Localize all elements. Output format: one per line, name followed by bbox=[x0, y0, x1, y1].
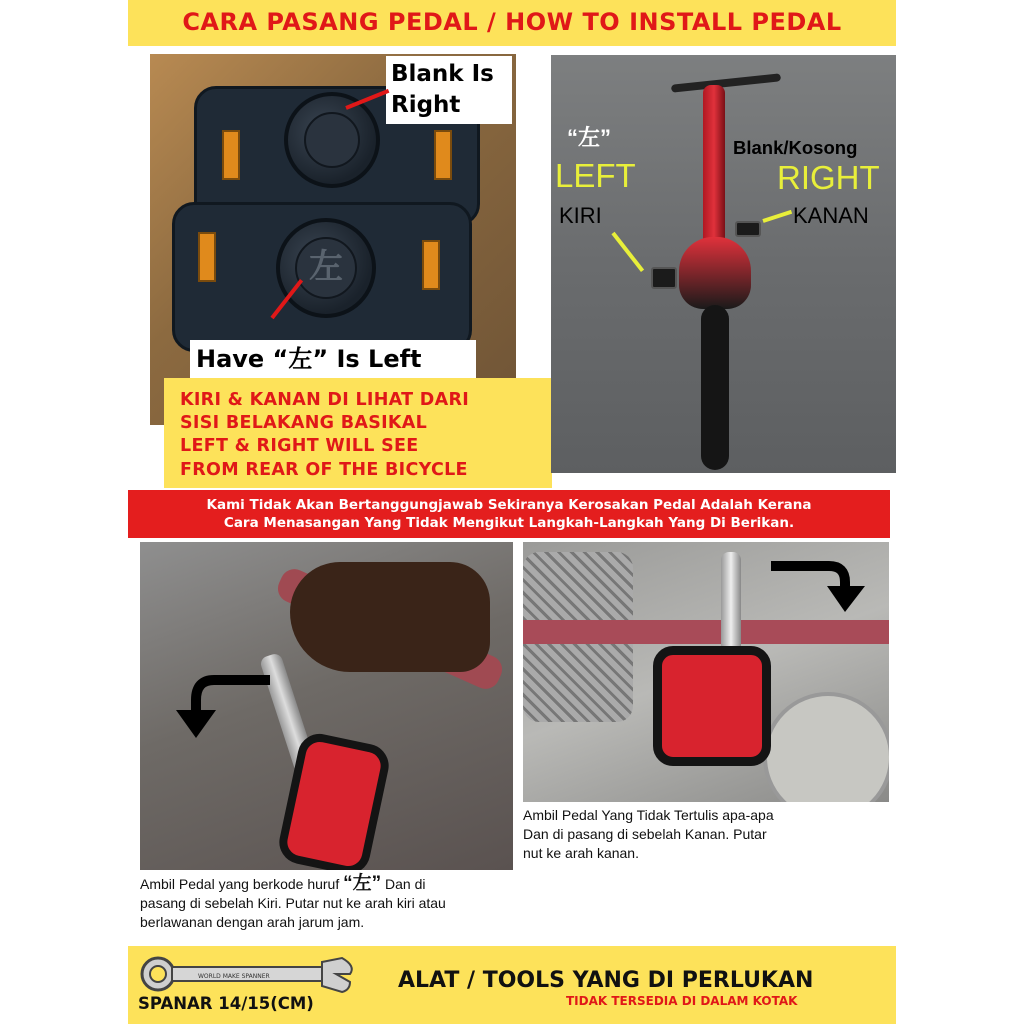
reflector bbox=[434, 130, 452, 180]
bike-frame bbox=[523, 620, 889, 644]
blank-callout-line2: Right bbox=[391, 92, 461, 118]
rear-wheel bbox=[701, 305, 729, 470]
yellow-arrow-right bbox=[762, 210, 792, 223]
bike-seat bbox=[679, 237, 751, 309]
caption-text: Dan di pasang di sebelah Kanan. Putar bbox=[523, 826, 767, 842]
blank-kosong-label: Blank/Kosong bbox=[733, 137, 858, 158]
tools-title: ALAT / TOOLS YANG DI PERLUKAN bbox=[398, 968, 814, 993]
right-label: RIGHT bbox=[777, 159, 880, 196]
right-install-photo bbox=[523, 542, 889, 802]
pedals-closeup-photo bbox=[150, 54, 516, 425]
blank-is-right-callout bbox=[386, 56, 512, 124]
left-install-photo bbox=[140, 542, 513, 870]
left-label: LEFT bbox=[555, 157, 636, 194]
caption-char: “左” bbox=[343, 873, 382, 894]
viewing-direction-note bbox=[164, 378, 552, 488]
bicycle-rear-photo bbox=[551, 55, 896, 473]
handlebar bbox=[671, 73, 781, 92]
kanan-label: KANAN bbox=[793, 203, 869, 228]
reflector bbox=[422, 240, 440, 290]
disclaimer-banner bbox=[128, 490, 890, 538]
kiri-label: KIRI bbox=[559, 203, 602, 228]
yellow-arrow-left bbox=[611, 232, 644, 272]
red-pedal bbox=[653, 646, 771, 766]
have-left-char-callout bbox=[190, 340, 476, 378]
note-line: SISI BELAKANG BASIKAL bbox=[180, 413, 428, 433]
title-banner bbox=[128, 0, 896, 46]
reflector bbox=[222, 130, 240, 180]
counterclockwise-arrow-icon bbox=[170, 670, 274, 742]
left-pedal bbox=[651, 267, 677, 289]
caption-text: berlawanan dengan arah jarum jam. bbox=[140, 914, 365, 930]
right-install-caption bbox=[523, 806, 893, 863]
note-line: KIRI & KANAN DI LIHAT DARI bbox=[180, 390, 470, 410]
left-char-label: “左” bbox=[567, 125, 612, 150]
caption-text: Ambil Pedal Yang Tidak Tertulis apa-apa bbox=[523, 807, 774, 823]
caption-text: Ambil Pedal yang berkode huruf bbox=[140, 876, 344, 892]
disclaimer-line1: Kami Tidak Akan Bertanggungjawab Sekiranya Kerosakan Pedal Adalah Kerana bbox=[206, 497, 812, 513]
caption-text: Dan di bbox=[381, 876, 426, 892]
chainring bbox=[763, 692, 889, 802]
hand bbox=[290, 562, 490, 672]
left-install-caption bbox=[140, 874, 520, 932]
caption-text: pasang di sebelah Kiri. Putar nut ke arah kiri atau bbox=[140, 895, 446, 911]
left-callout-prefix: Have “ bbox=[196, 345, 289, 373]
caption-text: nut ke arah kanan. bbox=[523, 845, 639, 861]
page-title: CARA PASANG PEDAL / HOW TO INSTALL PEDAL bbox=[182, 8, 842, 36]
tools-note: TIDAK TERSEDIA DI DALAM KOTAK bbox=[566, 994, 798, 1008]
reflector bbox=[198, 232, 216, 282]
axle-inner bbox=[304, 112, 360, 168]
wrench-marking: WORLD MAKE SPANNER bbox=[198, 973, 270, 980]
left-char-engraving: 左 bbox=[309, 247, 343, 287]
left-callout-char: 左 bbox=[288, 345, 313, 373]
spanner-label: SPANAR 14/15(CM) bbox=[138, 994, 314, 1013]
clockwise-arrow-icon bbox=[767, 556, 871, 614]
left-callout-suffix: ” Is Left bbox=[312, 345, 422, 373]
spanner-icon bbox=[136, 954, 358, 994]
tools-banner bbox=[128, 946, 896, 1024]
disclaimer-line2: Cara Menasangan Yang Tidak Mengikut Langkah-Langkah Yang Di Berikan. bbox=[223, 515, 795, 531]
note-line: LEFT & RIGHT WILL SEE bbox=[180, 436, 419, 456]
right-pedal bbox=[735, 221, 761, 237]
note-line: FROM REAR OF THE BICYCLE bbox=[180, 460, 468, 480]
blank-callout-line1: Blank Is bbox=[391, 61, 494, 87]
